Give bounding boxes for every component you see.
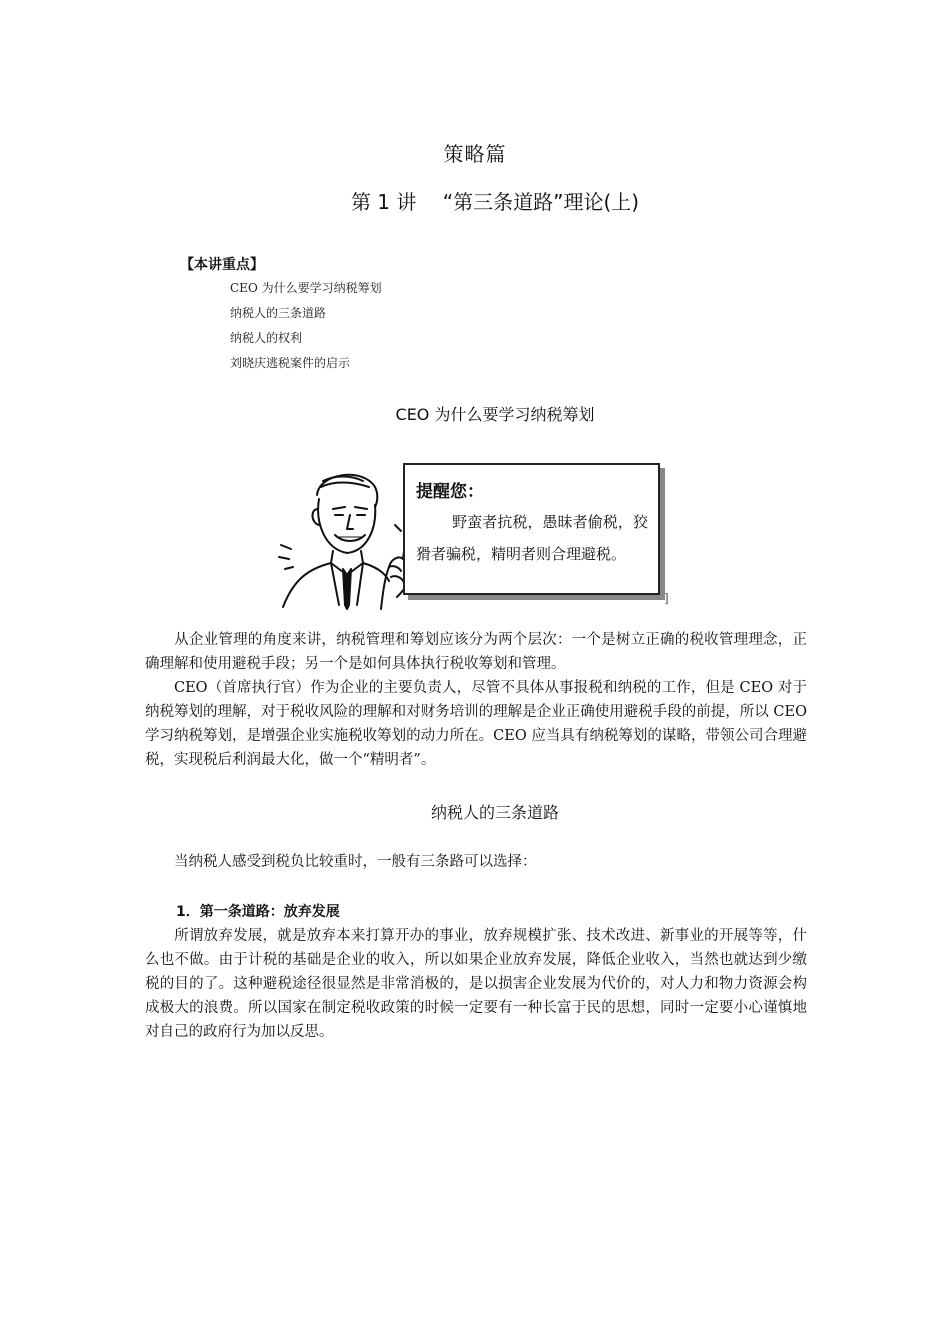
paragraph-text: 从企业管理的角度来讲，纳税管理和筹划应该分为两个层次：一个是树立正确的税收管理理念，正确理解和使用避税手段；另一个是如何具体执行税收筹划和管理。 [145,632,807,672]
pointing-man-illustration [277,465,417,611]
paragraph [145,924,807,1044]
callout-text-content: 野蛮者抗税，愚昧者偷税，狡猾者骗税，精明者则合理避税。 [416,513,648,563]
callout-title: 提醒您： [416,482,484,502]
paragraph [145,676,807,772]
part-title: 策略篇 [443,142,507,166]
key-points-heading: 【本讲重点】 [180,257,264,273]
lecture-title: 第 1 讲 “第三条道路”理论(上) [350,190,640,214]
bracket-mark: ] [664,591,669,605]
key-point-item: 纳税人的权利 [230,331,303,345]
paragraph [145,628,807,676]
section-title-ceo: CEO 为什么要学习纳税筹划 [395,405,595,424]
key-point-item: CEO 为什么要学习纳税筹划 [230,281,382,295]
paragraph-intro [145,850,807,874]
paragraph-text: 所谓放弃发展，就是放弃本来打算开办的事业，放弃规模扩张、技术改进、新事业的开展等等，什么也不做。由于计税的基础是企业的收入，所以如果企业放弃发展，降低企业收入，当然也就达到少缴税的目的了。这种避税途径很显然是非常消极的，是以损害企业发展为代价的，对人力和物力资源会构成极大的浪费。所以国家在制定税收政策的时候一定要有一种长富于民的思想，同时一定要小心谨慎地对自己的政府行为加以反思。 [145,928,807,1040]
callout-text [416,506,648,570]
sub-heading-first-road: 1．第一条道路：放弃发展 [176,904,340,920]
section-title-three-roads: 纳税人的三条道路 [430,803,559,822]
key-point-item: 刘晓庆逃税案件的启示 [230,356,351,370]
paragraph-text: 当纳税人感受到税负比较重时，一般有三条路可以选择： [174,854,537,870]
key-point-item: 纳税人的三条道路 [230,306,327,320]
paragraph-text: CEO（首席执行官）作为企业的主要负责人，尽管不具体从事报税和纳税的工作，但是 CEO 对于纳税筹划的理解，对于税收风险的理解和对财务培训的理解是企业正确使用避税手段的前提，所以 CEO 学习纳税筹划，是增强企业实施税收筹划的动力所在。CEO 应当具有纳税筹划的谋略，带领公司合理避税，实现税后利润最大化，做一个“精明者”。 [145,680,807,768]
